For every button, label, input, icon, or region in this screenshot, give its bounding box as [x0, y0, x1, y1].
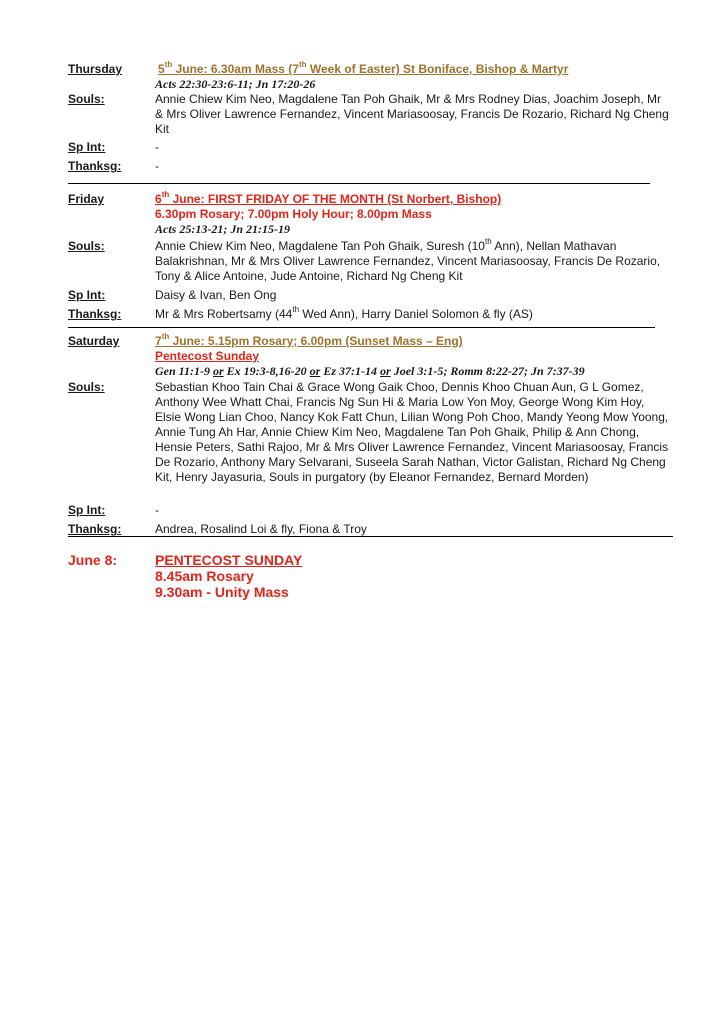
saturday-label: Saturday [68, 334, 120, 348]
saturday-thanksg-label: Thanksg: [68, 522, 122, 536]
june8-details [155, 552, 302, 600]
thursday-heading: 5th June: 6.30am Mass (7th Week of Easter) St Boniface, Bishop & Martyr [158, 60, 569, 76]
june8-label: June 8: [68, 552, 118, 568]
friday-thanksg-label: Thanksg: [68, 307, 122, 321]
thursday-readings: Acts 22:30-23:6-11; Jn 17:20-26 [155, 77, 316, 91]
friday-souls: Annie Chiew Kim Neo, Magdalene Tan Poh Ghaik, Suresh (10th Ann), Nellan Mathavan Balakrishnan, Mr & Mrs Oliver Lawrence Fernandez, Vincent Mariasoosay, Francis De Rozario, Tony & Alice Antoine, Jude Antoine, Richard Ng Cheng Kit [155, 237, 661, 283]
divider-3 [68, 536, 673, 537]
friday-souls-label: Souls: [68, 239, 105, 253]
thursday-spint: - [155, 140, 159, 154]
june8-title: PENTECOST SUNDAY [155, 552, 303, 568]
saturday-heading: 7th June: 5.15pm Rosary; 6.00pm (Sunset Mass – Eng) [155, 332, 463, 348]
friday-times: 6.30pm Rosary; 7.00pm Holy Hour; 8.00pm Mass [155, 207, 432, 221]
friday-spint-label: Sp Int: [68, 288, 106, 302]
saturday-subheading: Pentecost Sunday [155, 349, 260, 363]
thursday-label: Thursday [68, 62, 123, 76]
saturday-souls-label: Souls: [68, 380, 105, 394]
thursday-thanksg-label: Thanksg: [68, 159, 122, 173]
saturday-spint-label: Sp Int: [68, 503, 106, 517]
saturday-souls: Sebastian Khoo Tain Chai & Grace Wong Gaik Choo, Dennis Khoo Chuan Aun, G L Gomez, Anthony Wee Whatt Chai, Francis Ng Sun Hi & Maria Low Yon Moy, George Wong Kim Hoy, Elsie Wong Lian Choo, Nancy Kok Fatt Chun, Lilian Wong Poh Choo, Mandy Yeong Mow Yoong, Annie Tung Ah Har, Annie Chiew Kim Neo, Magdalene Tan Poh Ghaik, Philip & Ann Chong, Hensie Peters, Sathi Rajoo, Mr & Mrs Oliver Lawrence Fernandez, Vincent Mariasoosay, Francis De Rozario, Anthony Mary Selvarani, Suseela Sarah Nathan, Victor Galistan, Richard Ng Cheng Kit, Henry Jayasuria, Souls in purgatory (by Eleanor Fernandez, Bernard Morden) [155, 380, 669, 484]
thursday-spint-label: Sp Int: [68, 140, 106, 154]
june8-rosary: 8.45am Rosary [155, 568, 254, 584]
thursday-souls-label: Souls: [68, 92, 105, 106]
divider-1 [68, 183, 650, 184]
friday-heading: 6th June: FIRST FRIDAY OF THE MONTH (St Norbert, Bishop) [155, 190, 502, 206]
friday-spint: Daisy & Ivan, Ben Ong [155, 288, 277, 302]
saturday-readings: Gen 11:1-9 or Ex 19:3-8,16-20 or Ez 37:1-14 or Joel 3:1-5; Romm 8:22-27; Jn 7:37-39 [155, 364, 585, 378]
friday-label: Friday [68, 192, 105, 206]
divider-2 [68, 327, 655, 328]
thursday-souls: Annie Chiew Kim Neo, Magdalene Tan Poh Ghaik, Mr & Mrs Rodney Dias, Joachim Joseph, Mr & Mrs Oliver Lawrence Fernandez, Vincent Mariasoosay, Francis De Rozario, Richard Ng Cheng Kit [155, 92, 669, 136]
saturday-thanksg: Andrea, Rosalind Loi & fly, Fiona & Troy [155, 522, 367, 536]
friday-thanksg: Mr & Mrs Robertsamy (44th Wed Ann), Harry Daniel Solomon & fly (AS) [155, 305, 533, 321]
saturday-spint: - [155, 503, 159, 517]
friday-readings: Acts 25:13-21; Jn 21:15-19 [155, 222, 290, 236]
june8-mass: 9.30am - Unity Mass [155, 584, 289, 600]
thursday-thanksg: - [155, 159, 159, 173]
